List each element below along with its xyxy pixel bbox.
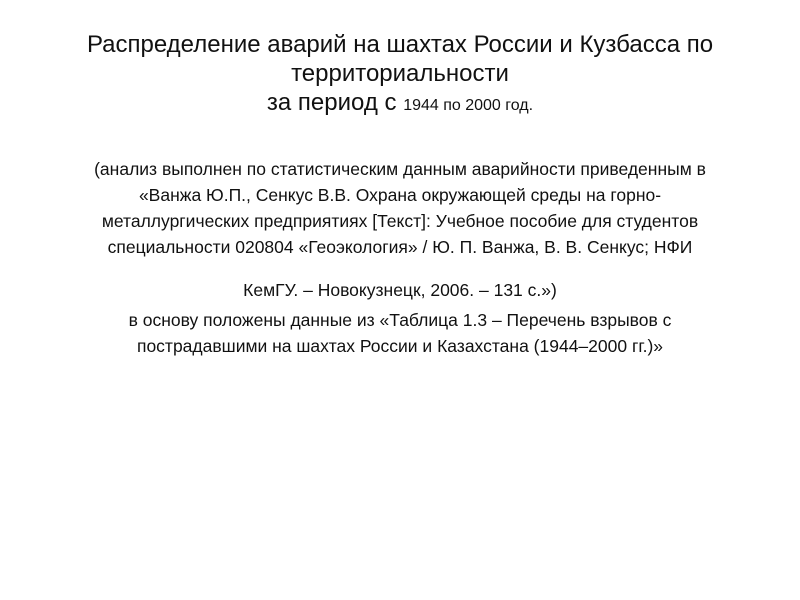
title-line-3 bbox=[40, 88, 760, 120]
source-note-line-2: «Ванжа Ю.П., Сенкус В.В. Охрана окружающей среды на горно- bbox=[138, 185, 662, 205]
source-note-line-4: специальности 020804 «Геоэкология» / Ю. П. Ванжа, В. В. Сенкус; НФИ bbox=[107, 237, 693, 257]
title-line-2: территориальности bbox=[291, 60, 509, 87]
source-note bbox=[20, 156, 780, 260]
data-basis-note bbox=[20, 307, 780, 359]
title-period-label: за период с bbox=[266, 89, 404, 116]
data-basis-line-1: в основу положены данные из «Таблица 1.3 – Перечень взрывов с bbox=[128, 310, 672, 330]
publisher-line: КемГУ. – Новокузнецк, 2006. – 131 с.») bbox=[243, 280, 557, 300]
title-line-1: Распределение аварий на шахтах России и Кузбасса по bbox=[86, 31, 714, 58]
title-period-years: 1944 по 2000 год. bbox=[403, 97, 534, 114]
slide-title bbox=[40, 30, 760, 120]
data-basis-line-2: пострадавшими на шахтах России и Казахстана (1944–2000 гг.)» bbox=[136, 336, 664, 356]
source-note-line-1: (анализ выполнен по статистическим данным аварийности приведенным в bbox=[94, 159, 706, 179]
source-note-line-3: металлургических предприятиях [Текст]: Учебное пособие для студентов bbox=[101, 211, 699, 231]
